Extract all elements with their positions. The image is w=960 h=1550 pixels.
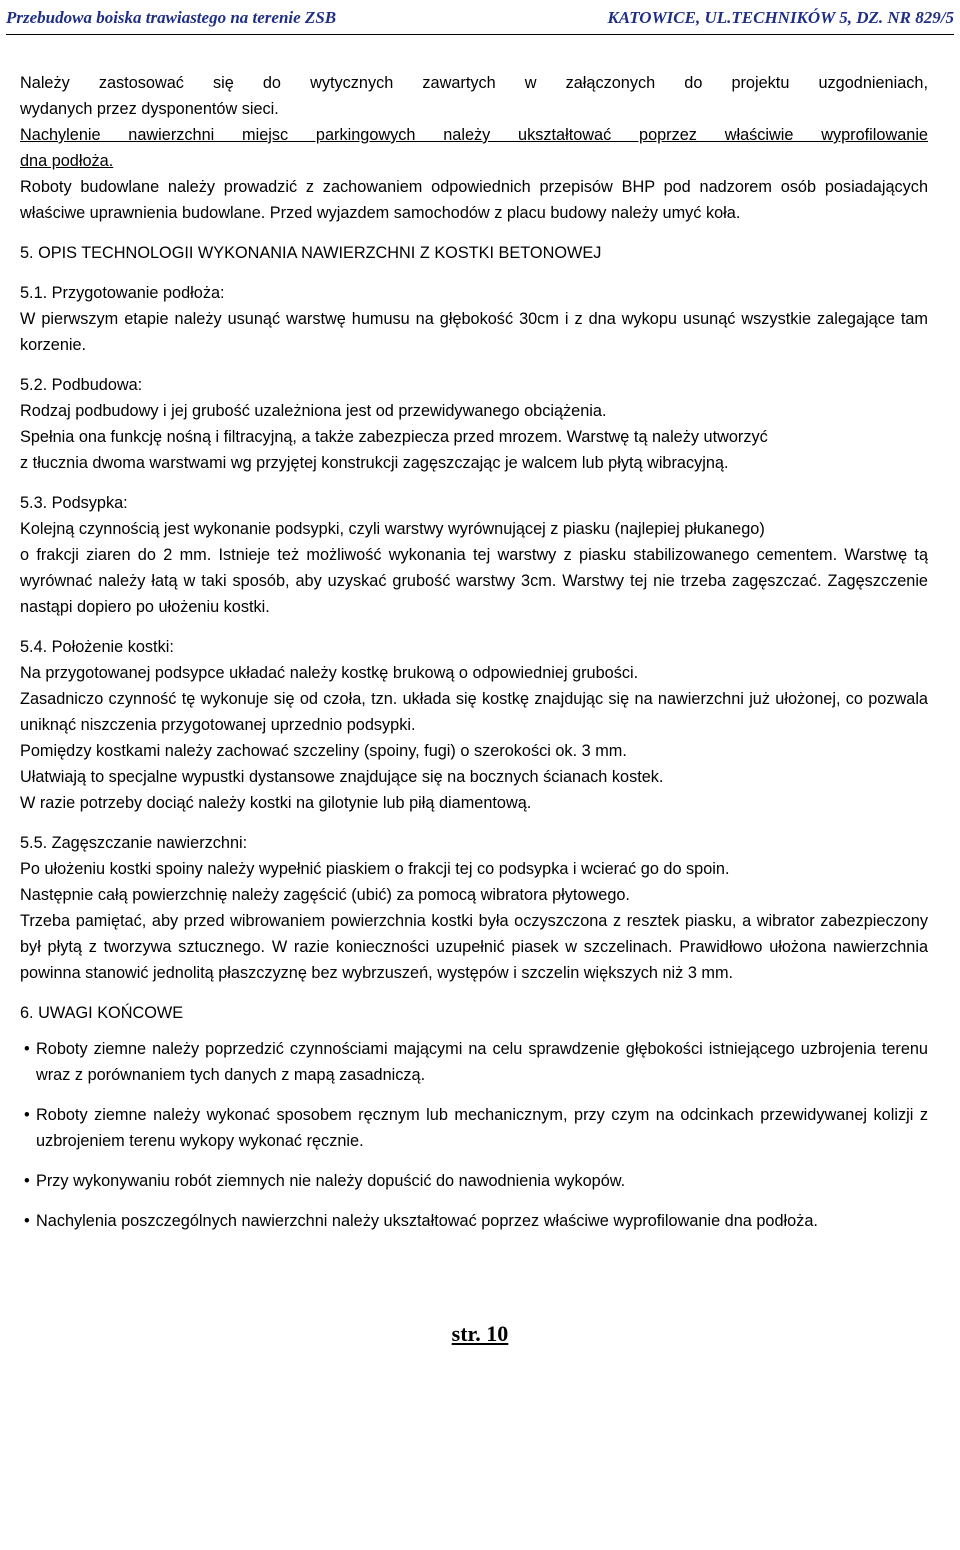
section-5-4-line-4: Ułatwiają to specjalne wypustki dystansowe znajdujące się na bocznych ścianach kostek. xyxy=(20,768,664,786)
section-5-heading: 5. OPIS TECHNOLOGII WYKONANIA NAWIERZCHNI Z KOSTKI BETONOWEJ xyxy=(20,244,602,262)
section-5-3-line-2: o frakcji ziaren do 2 mm. Istnieje też możliwość wykonania tej warstwy z piasku stabilizowanego cementem. Warstwę tą wyrównać należy łatą w taki sposób, aby uzyskać grubość warstwy 3cm. Warstwy tej nie trzeba zagęszczać. Zagęszczenie nastąpi dopiero po ułożeniu kostki. xyxy=(20,546,928,616)
remarks-list xyxy=(20,1036,928,1234)
list-item xyxy=(20,1208,928,1234)
section-5-4-title: 5.4. Położenie kostki: xyxy=(20,638,174,656)
bullet-icon: • xyxy=(24,1106,30,1124)
page-number: str. 10 xyxy=(451,1321,509,1346)
section-5-5-line-3: Trzeba pamiętać, aby przed wibrowaniem powierzchnia kostki była oczyszczona z resztek piasku, a wibrator zabezpieczony był płytą z tworzywa sztucznego. W razie konieczności uzupełnić piasek w szczelinach. Prawidłowo ułożona nawierzchnia powinna stanowić jednolitą płaszczyznę bez wybrzuszeń, występów i szczelin większych niż 3 mm. xyxy=(20,912,928,982)
section-5-2-title: 5.2. Podbudowa: xyxy=(20,376,143,394)
page-header xyxy=(6,4,954,35)
section-5-4-line-5: W razie potrzeby dociąć należy kostki na gilotynie lub piłą diamentową. xyxy=(20,794,532,812)
document-body xyxy=(20,70,928,1234)
section-5-5-line-1: Po ułożeniu kostki spoiny należy wypełnić piaskiem o frakcji tej co podsypka i wcierać go do spoin. xyxy=(20,860,730,878)
section-5-4-line-2: Zasadniczo czynność tę wykonuje się od czoła, tzn. układa się kostkę znajdując się na nawierzchni już ułożonej, co pozwala uniknąć niszczenia przygotowanej uprzednio podsypki. xyxy=(20,690,928,734)
list-item xyxy=(20,1036,928,1088)
bullet-icon: • xyxy=(24,1040,30,1058)
section-5-2-line-2: Spełnia ona funkcję nośną i filtracyjną, a także zabezpiecza przed mrozem. Warstwę tą należy utworzyć xyxy=(20,428,768,446)
list-item xyxy=(20,1102,928,1154)
header-location: KATOWICE, UL.TECHNIKÓW 5, DZ. NR 829/5 xyxy=(607,8,954,27)
section-5-1-title: 5.1. Przygotowanie podłoża: xyxy=(20,284,225,302)
section-5-2-line-1: Rodzaj podbudowy i jej grubość uzależniona jest od przewidywanego obciążenia. xyxy=(20,402,607,420)
section-5-4-line-3: Pomiędzy kostkami należy zachować szczeliny (spoiny, fugi) o szerokości ok. 3 mm. xyxy=(20,742,627,760)
header-project-title: Przebudowa boiska trawiastego na terenie ZSB xyxy=(6,8,337,27)
intro-paragraph-1-line-1: Należy zastosować się do wytycznych zawartych w załączonych do projektu uzgodnieniach, xyxy=(20,74,928,92)
section-5-1-text: W pierwszym etapie należy usunąć warstwę humusu na głębokość 30cm i z dna wykopu usunąć wszystkie zalegające tam korzenie. xyxy=(20,310,928,354)
section-5-4-line-1: Na przygotowanej podsypce układać należy kostkę brukową o odpowiedniej grubości. xyxy=(20,664,639,682)
list-item xyxy=(20,1168,928,1194)
section-5-3-line-1: Kolejną czynnością jest wykonanie podsypki, czyli warstwy wyrównującej z piasku (najlepiej płukanego) xyxy=(20,520,765,538)
list-item-text: Przy wykonywaniu robót ziemnych nie należy dopuścić do nawodnienia wykopów. xyxy=(36,1172,626,1190)
list-item-text: Nachylenia poszczególnych nawierzchni należy ukształtować poprzez właściwe wyprofilowanie dna podłoża. xyxy=(36,1212,818,1230)
intro-paragraph-1-line-2: wydanych przez dysponentów sieci. xyxy=(20,100,279,118)
section-5-5-line-2: Następnie całą powierzchnię należy zagęścić (ubić) za pomocą wibratora płytowego. xyxy=(20,886,630,904)
bullet-icon: • xyxy=(24,1172,30,1190)
intro-paragraph-2-line-1: Nachylenie nawierzchni miejsc parkingowych należy ukształtować poprzez właściwie wyprofilowanie xyxy=(20,126,928,144)
section-6-heading: 6. UWAGI KOŃCOWE xyxy=(20,1004,184,1022)
section-5-3-title: 5.3. Podsypka: xyxy=(20,494,128,512)
section-5-2-line-3: z tłucznia dwoma warstwami wg przyjętej konstrukcji zagęszczając je walcem lub płytą wibracyjną. xyxy=(20,454,729,472)
intro-paragraph-2-line-2: dna podłoża. xyxy=(20,152,114,170)
section-5-5-title: 5.5. Zagęszczanie nawierzchni: xyxy=(20,834,248,852)
intro-paragraph-3: Roboty budowlane należy prowadzić z zachowaniem odpowiednich przepisów BHP pod nadzorem osób posiadających właściwe uprawnienia budowlane. Przed wyjazdem samochodów z placu budowy należy umyć koła. xyxy=(20,178,928,222)
bullet-icon: • xyxy=(24,1212,30,1230)
list-item-text: Roboty ziemne należy poprzedzić czynnościami mającymi na celu sprawdzenie głębokości istniejącego uzbrojenia terenu wraz z porównaniem tych danych z mapą zasadniczą. xyxy=(36,1040,928,1084)
list-item-text: Roboty ziemne należy wykonać sposobem ręcznym lub mechanicznym, przy czym na odcinkach przewidywanej kolizji z uzbrojeniem terenu wykopy wykonać ręcznie. xyxy=(36,1106,928,1150)
